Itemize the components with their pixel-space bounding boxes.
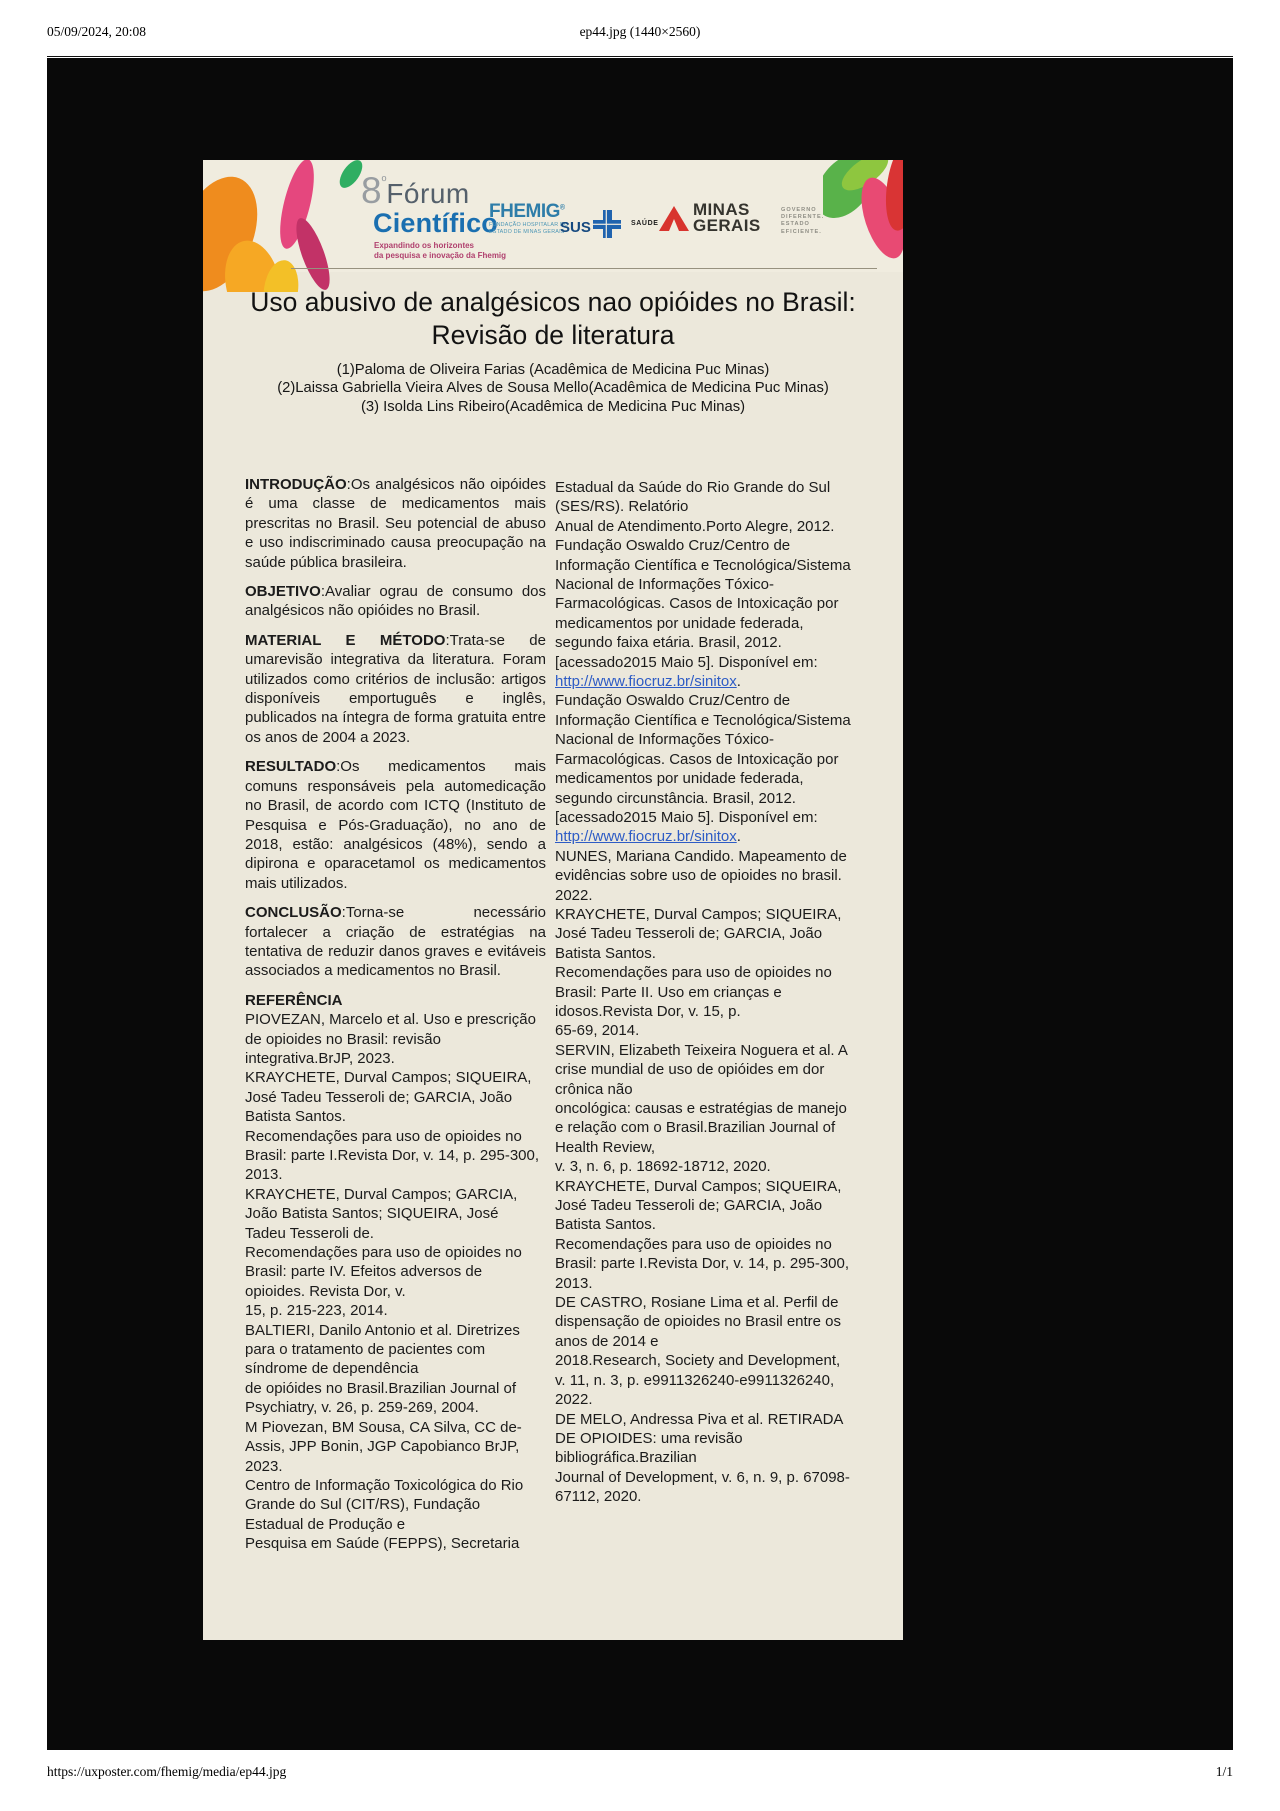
reference-line: KRAYCHETE, Durval Campos; SIQUEIRA, [555, 905, 842, 923]
reference-line: anos de 2014 e [555, 1332, 659, 1350]
fiocruz-sinitox-link[interactable]: http://www.fiocruz.br/sinitox [555, 673, 737, 691]
reference-line: Tadeu Tesseroli de. [245, 1224, 374, 1242]
forum-tagline-1: Expandindo os horizontes [374, 241, 475, 250]
header-separator-line [291, 268, 877, 269]
reference-line: José Tadeu Tesseroli de; GARCIA, João [245, 1088, 513, 1106]
poster-title-line-1: Uso abusivo de analgésicos nao opióides no Brasil: [250, 287, 856, 317]
reference-line: síndrome de dependência [245, 1360, 419, 1378]
forum-cientifico-logo [361, 172, 506, 260]
reference-line: NUNES, Mariana Candido. Mapeamento de [555, 847, 847, 865]
references-list-right-a [555, 478, 865, 672]
image-viewer-stage[interactable] [47, 58, 1233, 1750]
fhemig-logo [489, 202, 568, 236]
reference-line: 2023. [245, 1457, 283, 1475]
reference-line: Brasil: parte I.Revista Dor, v. 14, p. 295-300, [245, 1147, 540, 1164]
minas-word: MINAS [693, 200, 750, 219]
reference-line: idosos.Revista Dor, v. 15, p. [555, 1002, 741, 1020]
reference-line: Fundação Oswaldo Cruz/Centro de [555, 537, 791, 555]
reference-line: integrativa.BrJP, 2023. [245, 1049, 395, 1067]
section-label: OBJETIVO [245, 583, 321, 601]
fhemig-subtitle-2: ESTADO DE MINAS GERAIS [489, 229, 565, 236]
section-text: :Os medicamentos mais comuns responsáveis pela automedicação no Brasil, de acordo com ICTQ (Instituto de Pesquisa e Pós-Graduação), no ano de 2018, estão: analgésicos (48%), sendo a dipirona e oparacetamol os medicamentos mais utilizados. [245, 758, 546, 892]
section-label: MATERIAL E MÉTODO [245, 631, 446, 649]
decorative-petals-right-icon [823, 160, 903, 283]
reference-line: Journal of Development, v. 6, n. 9, p. 67098- [555, 1468, 850, 1486]
reference-line: Farmacológicas. Casos de Intoxicação por [555, 750, 839, 768]
slogan-line: DIFERENTE. [781, 214, 825, 221]
section-label: RESULTADO [245, 758, 337, 776]
minas-gerais-triangle-icon [659, 206, 689, 231]
section-text: :Torna-se necessário fortalecer a criação de estratégias na tentativa de reduzir danos graves e evitáveis associados a medicamentos no Brasil. [245, 904, 546, 980]
reference-line: crise mundial de uso de opióides em dor [555, 1061, 825, 1079]
print-timestamp: 05/09/2024, 20:08 [47, 24, 147, 39]
reference-line: Brasil: parte I.Revista Dor, v. 14, p. 295-300, [555, 1255, 850, 1273]
reference-line: Pesquisa em Saúde (FEPPS), Secretaria [245, 1535, 520, 1553]
left-column [245, 475, 546, 1554]
reference-line: BALTIERI, Danilo Antonio et al. Diretrizes [245, 1321, 520, 1339]
reference-line: opioides. Revista Dor, v. [245, 1282, 406, 1300]
reference-link-line [555, 672, 865, 691]
reference-line: João Batista Santos; SIQUEIRA, José [245, 1205, 499, 1223]
reference-line: Batista Santos. [555, 1216, 656, 1234]
reference-line: M Piovezan, BM Sousa, CA Silva, CC de- [245, 1418, 522, 1436]
reference-line: 2013. [245, 1166, 283, 1184]
reference-line: Recomendações para uso de opioides no [245, 1244, 522, 1262]
poster-title-line-2: Revisão de literatura [431, 320, 675, 350]
section-text: :Trata-se de umarevisão integrativa da literatura. Foram utilizados como critérios de inclusão: artigos disponíveis emportuguês e inglês, publicados na íntegra de forma gratuita entre os anos de 2004 a 2023. [245, 631, 546, 746]
section-conclusao [245, 903, 546, 981]
reference-line: 67112, 2020. [555, 1488, 642, 1506]
reference-line: dispensação de opioides no Brasil entre os [555, 1313, 842, 1331]
reference-line: Brasil: parte IV. Efeitos adversos de [245, 1263, 483, 1281]
page-title: ep44.jpg (1440×2560) [579, 24, 701, 39]
reference-line: Psychiatry, v. 26, p. 259-269, 2004. [245, 1399, 479, 1417]
section-material-metodo [245, 631, 546, 747]
reference-line: Anual de Atendimento.Porto Alegre, 2012. [555, 517, 835, 535]
reference-line: Assis, JPP Bonin, JGP Capobianco BrJP, [245, 1438, 520, 1456]
minas-gerais-wordmark [693, 202, 761, 233]
section-objetivo [245, 582, 546, 621]
right-column [555, 478, 865, 1507]
sus-label: SUS [560, 219, 591, 236]
link-suffix: . [736, 673, 741, 691]
reference-line: DE CASTRO, Rosiane Lima et al. Perfil de [555, 1294, 839, 1312]
reference-line: crônica não [555, 1080, 633, 1098]
sus-logo [560, 210, 621, 243]
reference-line: segundo circunstância. Brasil, 2012. [555, 789, 796, 807]
fhemig-name: FHEMIG [489, 201, 560, 222]
reference-line: Recomendações para uso de opioides no [245, 1127, 522, 1145]
reference-line: (SES/RS). Relatório [555, 498, 689, 516]
reference-line: 65-69, 2014. [555, 1022, 640, 1040]
reference-line: Batista Santos. [245, 1108, 346, 1126]
author-line: (2)Laissa Gabriella Vieira Alves de Sousa Mello(Acadêmica de Medicina Puc Minas) [277, 380, 829, 397]
reference-line: 2018.Research, Society and Development, [555, 1352, 841, 1370]
section-text: :Avaliar ograu de consumo dos analgésicos não opióides no Brasil. [245, 583, 546, 620]
authors-block [223, 361, 883, 416]
author-line: (1)Paloma de Oliveira Farias (Acadêmica de Medicina Puc Minas) [336, 362, 770, 378]
reference-line: Recomendações para uso de opioides no [555, 964, 832, 982]
section-label: CONCLUSÃO [245, 904, 342, 922]
reference-line: 2022. [555, 1391, 593, 1409]
reference-line: KRAYCHETE, Durval Campos; SIQUEIRA, [245, 1069, 532, 1087]
sus-cross-icon [593, 210, 621, 238]
references-list-right-c [555, 847, 865, 1507]
source-url: https://uxposter.com/fhemig/media/ep44.jpg [47, 1764, 287, 1779]
cientifico-word: Científico [373, 208, 499, 238]
reference-line: [acessado2015 Maio 5]. Disponível em: [555, 808, 818, 826]
saude-label: SAÚDE [631, 220, 659, 227]
forum-word: Fórum [386, 178, 470, 209]
reference-line: PIOVEZAN, Marcelo et al. Uso e prescrição [245, 1011, 536, 1029]
author-line: (3) Isolda Lins Ribeiro(Acadêmica de Medicina Puc Minas) [360, 398, 746, 415]
section-text: :Os analgésicos não oipóides é uma classe de medicamentos mais prescritas no Brasil. Seu potencial de abuso e uso indiscriminado causa preocupação na saúde pública brasileira. [245, 476, 546, 571]
forum-number: 8 [361, 170, 382, 211]
forum-tagline-2: da pesquisa e inovação da Fhemig [374, 250, 507, 260]
link-suffix: . [736, 828, 741, 846]
reference-line: v. 11, n. 3, p. e9911326240-e9911326240, [555, 1371, 835, 1389]
reference-line: KRAYCHETE, Durval Campos; SIQUEIRA, [555, 1177, 842, 1195]
reference-line: KRAYCHETE, Durval Campos; GARCIA, [245, 1185, 518, 1203]
reference-line: DE MELO, Andressa Piva et al. RETIRADA [555, 1410, 844, 1428]
reference-line: para o tratamento de pacientes com [245, 1341, 486, 1359]
reference-line: Batista Santos. [555, 944, 656, 962]
section-introducao [245, 475, 546, 572]
reference-line: DE OPIOIDES: uma revisão [555, 1429, 743, 1447]
reference-line: Nacional de Informações Tóxico- [555, 576, 774, 594]
reference-line: SERVIN, Elizabeth Teixeira Noguera et al. A [555, 1041, 848, 1059]
reference-line: medicamentos por unidade federada, [555, 614, 804, 632]
reference-line: de opioides no Brasil: revisão [245, 1030, 441, 1048]
reference-line: oncológica: causas e estratégias de manejo [555, 1100, 847, 1117]
reference-line: evidências sobre uso de opioides no brasil. [555, 867, 842, 885]
reference-line: José Tadeu Tesseroli de; GARCIA, João [555, 1197, 823, 1215]
reference-line: 2013. [555, 1274, 593, 1292]
reference-line: 15, p. 215-223, 2014. [245, 1302, 388, 1320]
reference-link-line [555, 827, 865, 846]
reference-line: Fundação Oswaldo Cruz/Centro de [555, 692, 791, 710]
reference-line: 2022. [555, 886, 593, 904]
reference-line: Informação Científica e Tecnológica/Sistema [555, 711, 851, 729]
reference-line: Estadual da Saúde do Rio Grande do Sul [555, 479, 831, 496]
references-list-right-b [555, 691, 865, 827]
reference-line: Grande do Sul (CIT/RS), Fundação [245, 1496, 481, 1514]
minas-gerais-slogan [781, 207, 824, 236]
poster-title [213, 286, 893, 352]
reference-line: Nacional de Informações Tóxico- [555, 731, 774, 749]
reference-line: José Tadeu Tesseroli de; GARCIA, João [555, 925, 823, 943]
reference-line: v. 3, n. 6, p. 18692-18712, 2020. [555, 1158, 771, 1176]
reference-line: de opióides no Brasil.Brazilian Journal of [245, 1379, 516, 1397]
registered-mark-icon: ® [559, 204, 565, 212]
reference-line: Farmacológicas. Casos de Intoxicação por [555, 595, 839, 613]
slogan-line: EFICIENTE. [781, 228, 822, 235]
slogan-line: GOVERNO [781, 207, 817, 213]
references-heading: REFERÊNCIA [245, 991, 343, 1009]
forum-ordinal: º [381, 173, 387, 188]
forum-logo-top [361, 172, 506, 209]
gerais-word: GERAIS [693, 215, 761, 235]
reference-line: Brasil: Parte II. Uso em crianças e [555, 983, 782, 1001]
header-divider [47, 56, 1233, 57]
reference-line: medicamentos por unidade federada, [555, 770, 804, 788]
fhemig-subtitle-1: FUNDAÇÃO HOSPITALAR DO [489, 222, 569, 228]
reference-line: Health Review, [555, 1138, 656, 1156]
reference-line: Informação Científica e Tecnológica/Sistema [555, 556, 851, 574]
page-indicator: 1/1 [1215, 1764, 1233, 1779]
reference-line: bibliográfica.Brazilian [555, 1449, 697, 1467]
section-label: INTRODUÇÃO [245, 476, 347, 493]
reference-line: [acessado2015 Maio 5]. Disponível em: [555, 653, 818, 671]
reference-line: segundo faixa etária. Brasil, 2012. [555, 634, 782, 652]
reference-line: Estadual de Produção e [245, 1515, 406, 1533]
section-resultado [245, 757, 546, 893]
reference-line: Recomendações para uso de opioides no [555, 1235, 832, 1253]
reference-line: e relação com o Brasil.Brazilian Journal of [555, 1119, 836, 1137]
references-list-left [245, 1010, 546, 1553]
slogan-line: ESTADO [781, 221, 810, 228]
fiocruz-sinitox-link[interactable]: http://www.fiocruz.br/sinitox [555, 828, 737, 846]
poster [203, 160, 903, 1640]
reference-line: Centro de Informação Toxicológica do Rio [245, 1476, 524, 1494]
